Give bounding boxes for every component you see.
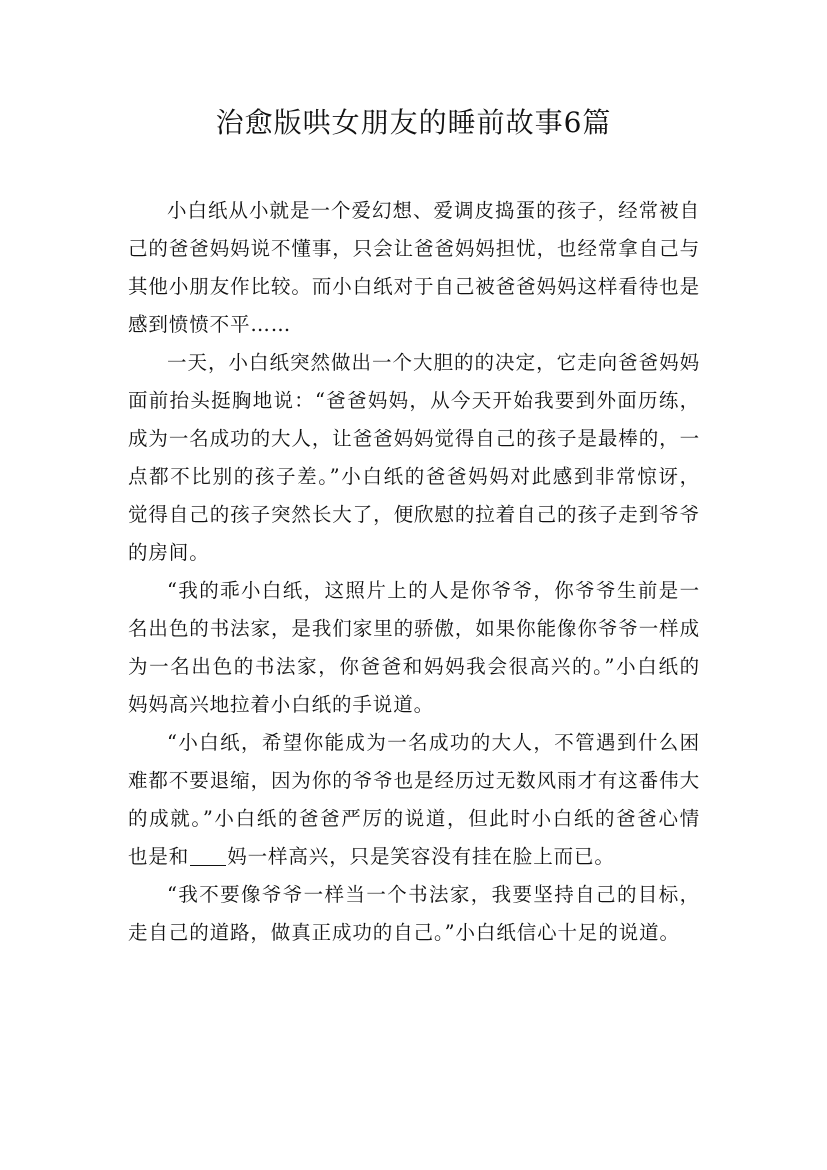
paragraph-4	[128, 724, 700, 876]
paragraph-text: 小白纸从小就是一个爱幻想、爱调皮捣蛋的孩子，经常被自己的爸爸妈妈说不懂事，只会让爸爸妈妈担忧，也经常拿自己与其他小朋友作比较。而小白纸对于自己被爸爸妈妈这样看待也是感到愤愤不平……	[128, 199, 700, 336]
document-title: 治愈版哄女朋友的睡前故事6篇	[215, 106, 612, 139]
paragraph-text: “小白纸，希望你能成为一名成功的大人，不管遇到什么困难都不要退缩，因为你的爷爷也是经历过无数风雨才有这番伟大的成就。”小白纸的爸爸严厉的说道，但此时小白纸的爸爸心情也是和	[128, 731, 700, 868]
paragraph-text-continued: 妈一样高兴，只是笑容没有挂在脸上而已。	[227, 845, 615, 868]
paragraph-5	[128, 876, 700, 952]
paragraph-2	[128, 344, 700, 572]
paragraph-text: “我的乖小白纸，这照片上的人是你爷爷，你爷爷生前是一名出色的书法家，是我们家里的骄傲，如果你能像你爷爷一样成为一名出色的书法家，你爸爸和妈妈我会很高兴的。”小白纸的妈妈高兴地拉着小白纸的手说道。	[128, 579, 700, 716]
paragraph-text: “我不要像爷爷一样当一个书法家，我要坚持自己的目标，走自己的道路，做真正成功的自己。”小白纸信心十足的说道。	[128, 883, 700, 944]
paragraph-text: 一天，小白纸突然做出一个大胆的的决定，它走向爸爸妈妈面前抬头挺胸地说：“爸爸妈妈，从今天开始我要到外面历练，成为一名成功的大人，让爸爸妈妈觉得自己的孩子是最棒的，一点都不比别的孩子差。”小白纸的爸爸妈妈对此感到非常惊讶，觉得自己的孩子突然长大了，便欣慰的拉着自己的孩子走到爷爷的房间。	[128, 351, 700, 564]
fill-in-blank-underline	[190, 846, 226, 867]
paragraph-1	[128, 192, 700, 344]
paragraph-3	[128, 572, 700, 724]
story-body	[128, 192, 700, 952]
